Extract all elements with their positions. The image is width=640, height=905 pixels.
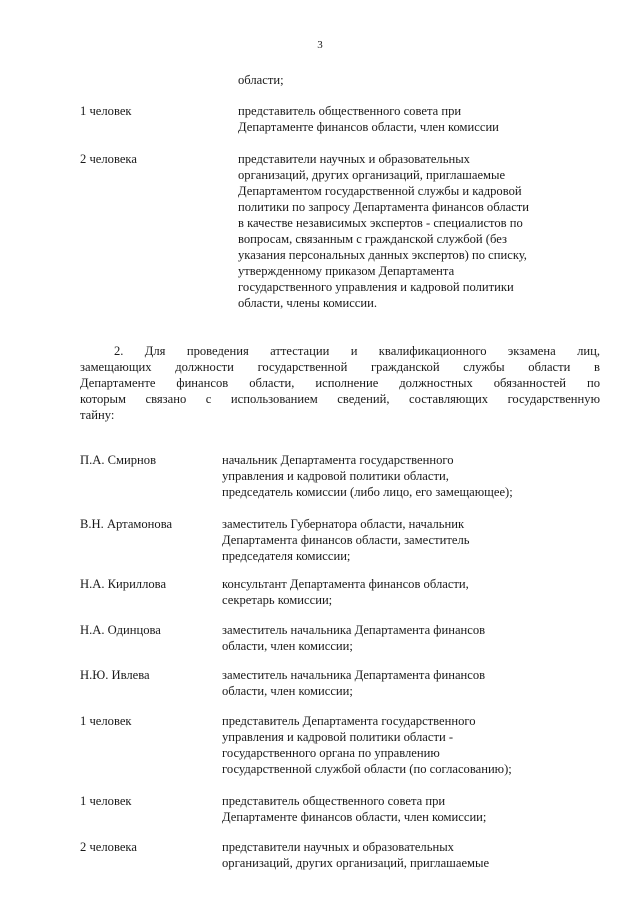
member-description bbox=[222, 576, 469, 608]
text-line: области, члены комиссии. bbox=[238, 296, 378, 310]
text-line: указания персональных данных экспертов) по списку, bbox=[238, 248, 527, 262]
text-line: тайну: bbox=[80, 408, 115, 422]
member-name: 2 человека bbox=[80, 152, 137, 166]
text-line: области, член комиссии; bbox=[222, 684, 353, 698]
member-description bbox=[222, 667, 485, 699]
page-number: 3 bbox=[317, 39, 323, 51]
text-line: Департаменте финансов области, исполнение должностных обязанностей по bbox=[80, 376, 600, 390]
text-line: управления и кадровой политики области - bbox=[222, 730, 454, 744]
text-line: представители научных и образовательных bbox=[238, 152, 470, 166]
text-line: консультант Департамента финансов области, bbox=[222, 577, 469, 591]
text-line: государственного управления и кадровой политики bbox=[238, 280, 514, 294]
member-name: Н.А. Кириллова bbox=[80, 577, 167, 591]
text-line: секретарь комиссии; bbox=[222, 593, 333, 607]
member-description bbox=[222, 713, 512, 777]
member-description bbox=[222, 793, 486, 825]
member-description bbox=[222, 452, 513, 500]
text-line: представитель Департамента государственного bbox=[222, 714, 476, 728]
text-line: управления и кадровой политики области, bbox=[222, 469, 449, 483]
member-name: 1 человек bbox=[80, 794, 132, 808]
section-paragraph bbox=[80, 343, 600, 423]
text-line: области; bbox=[238, 73, 284, 87]
text-line: организаций, других организаций, приглашаемые bbox=[238, 168, 506, 182]
text-line: 2. Для проведения аттестации и квалификационного экзамена лиц, bbox=[114, 344, 600, 358]
text-line: представитель общественного совета при bbox=[238, 104, 462, 118]
text-line: утвержденному приказом Департамента bbox=[238, 264, 455, 278]
text-line: заместитель начальника Департамента финансов bbox=[222, 623, 486, 637]
text-line: заместитель Губернатора области, начальник bbox=[222, 517, 465, 531]
member-name: В.Н. Артамонова bbox=[80, 517, 173, 531]
text-line: в качестве независимых экспертов - специалистов по bbox=[238, 216, 523, 230]
text-line: государственного органа по управлению bbox=[222, 746, 440, 760]
text-line: Департаменте финансов области, член комиссии; bbox=[222, 810, 487, 824]
member-name: 1 человек bbox=[80, 714, 132, 728]
member-name: П.А. Смирнов bbox=[80, 453, 157, 467]
member-name: 1 человек bbox=[80, 104, 132, 118]
member-description bbox=[238, 103, 499, 135]
member-description bbox=[222, 622, 485, 654]
text-line: заместитель начальника Департамента финансов bbox=[222, 668, 486, 682]
text-line: Департаментом государственной службы и кадровой bbox=[238, 184, 522, 198]
member-name: 2 человека bbox=[80, 840, 137, 854]
member-name: Н.А. Одинцова bbox=[80, 623, 161, 637]
text-line: Департаменте финансов области, член комиссии bbox=[238, 120, 499, 134]
continuation-text bbox=[238, 72, 284, 88]
member-description bbox=[222, 516, 469, 564]
text-line: вопросам, связанным с гражданской службой (без bbox=[238, 232, 507, 246]
member-name: Н.Ю. Ивлева bbox=[80, 668, 150, 682]
text-line: представитель общественного совета при bbox=[222, 794, 446, 808]
text-line: которым связано с использованием сведений, составляющих государственную bbox=[80, 392, 600, 406]
text-line: председатель комиссии (либо лицо, его замещающее); bbox=[222, 485, 513, 499]
text-line: политики по запросу Департамента финансов области bbox=[238, 200, 530, 214]
member-description bbox=[222, 839, 489, 871]
text-line: Департамента финансов области, заместитель bbox=[222, 533, 470, 547]
text-line: области, член комиссии; bbox=[222, 639, 353, 653]
text-line: начальник Департамента государственного bbox=[222, 453, 454, 467]
member-description bbox=[238, 151, 529, 311]
text-line: председателя комиссии; bbox=[222, 549, 351, 563]
text-line: государственной службой области (по согласованию); bbox=[222, 762, 512, 776]
text-line: представители научных и образовательных bbox=[222, 840, 454, 854]
text-line: организаций, других организаций, приглашаемые bbox=[222, 856, 490, 870]
text-line: замещающих должности государственной гражданской службы области в bbox=[80, 360, 600, 374]
